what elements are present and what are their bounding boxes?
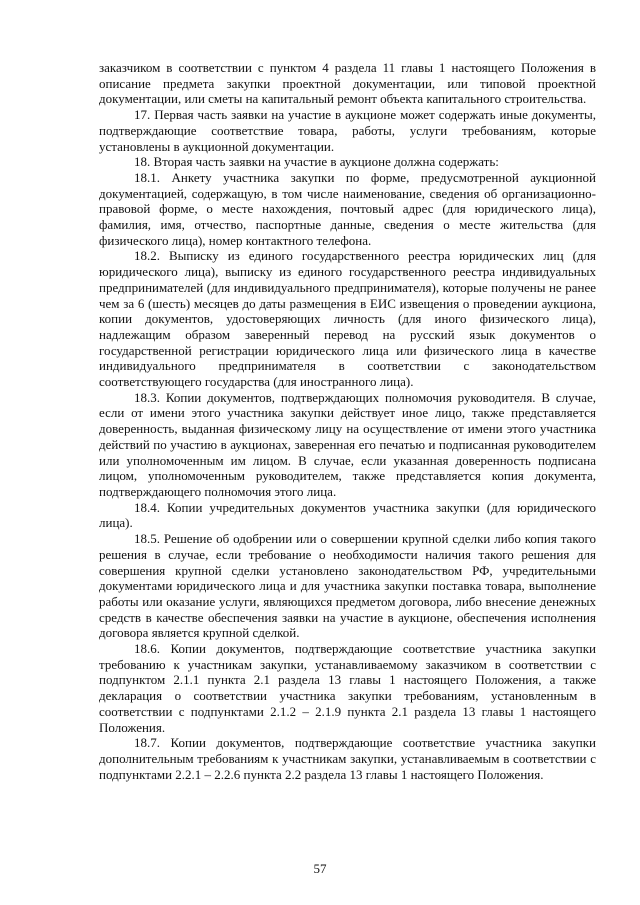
paragraph-18-2: 18.2. Выписку из единого государственного реестра юридических лиц (для юридического лица), выписку из единого государственного реестра индивидуальных предпринимателей (для индивидуального предпринимателя), которые получены не ранее чем за 6 (шесть) месяцев до даты размещения в ЕИС извещения о проведении аукциона, копии документов, удостоверяющих личность (для иного физического лица), надлежащим образом заверенный перевод на русский язык документов о государственной регистрации юридического лица или физического лица в качестве индивидуального предпринимателя в соответствии с законодательством соответствующего государства (для иностранного лица). xyxy=(99,248,596,390)
paragraph-18-5: 18.5. Решение об одобрении или о совершении крупной сделки либо копия такого решения в случае, если требование о необходимости наличия такого решения для совершения крупной сделки установлено законодательством РФ, учредительными документами юридического лица и для участника закупки поставка товара, выполнение работы или оказание услуги, являющихся предметом договора, либо внесение денежных средств в качестве обеспечения заявки на участие в аукционе, обеспечения исполнения договора является крупной сделкой. xyxy=(99,531,596,641)
paragraph-18-7: 18.7. Копии документов, подтверждающие соответствие участника закупки дополнительным требованиям к участникам закупки, устанавливаемым в соответствии с подпунктами 2.2.1 – 2.2.6 пункта 2.2 раздела 13 главы 1 настоящего Положения. xyxy=(99,735,596,782)
paragraph-intro: заказчиком в соответствии с пунктом 4 раздела 11 главы 1 настоящего Положения в описание предмета закупки проектной документации, или типовой проектной документации, или сметы на капитальный ремонт объекта капитального строительства. xyxy=(99,60,596,107)
paragraph-18-6: 18.6. Копии документов, подтверждающие соответствие участника закупки требованию к участникам закупки, устанавливаемому заказчиком в соответствии с подпунктом 2.1.1 пункта 2.1 раздела 13 главы 1 настоящего Положения, а также декларация о соответствии участника закупки требованиям, установленным в соответствии с подпунктами 2.1.2 – 2.1.9 пункта 2.1 раздела 13 главы 1 настоящего Положения. xyxy=(99,641,596,735)
paragraph-18-1: 18.1. Анкету участника закупки по форме, предусмотренной аукционной документацией, содержащую, в том числе наименование, сведения об организационно-правовой форме, о месте нахождения, почтовый адрес (для юридического лица), фамилия, имя, отчество, паспортные данные, сведения о месте жительства (для физического лица), номер контактного телефона. xyxy=(99,169,596,248)
paragraph-18-4: 18.4. Копии учредительных документов участника закупки (для юридического лица). xyxy=(99,499,596,531)
page-number: 57 xyxy=(313,861,327,876)
paragraph-17: 17. Первая часть заявки на участие в аукционе может содержать иные документы, подтверждающие соответствие товара, работы, услуги требованиям, которые установлены в аукционной документации. xyxy=(99,107,596,154)
paragraph-18-3: 18.3. Копии документов, подтверждающих полномочия руководителя. В случае, если от имени этого участника закупки действует иное лицо, также представляется доверенность, выданная физическому лицу на осуществление от имени этого участника действий по участию в аукционах, заверенная его печатью и подписанная руководителем или уполномоченным им лицом. В случае, если указанная доверенность подписана лицом, уполномоченным руководителем, также представляется копия документа, подтверждающего полномочия этого лица. xyxy=(99,389,596,499)
paragraph-18: 18. Вторая часть заявки на участие в аукционе должна содержать: xyxy=(134,154,499,170)
